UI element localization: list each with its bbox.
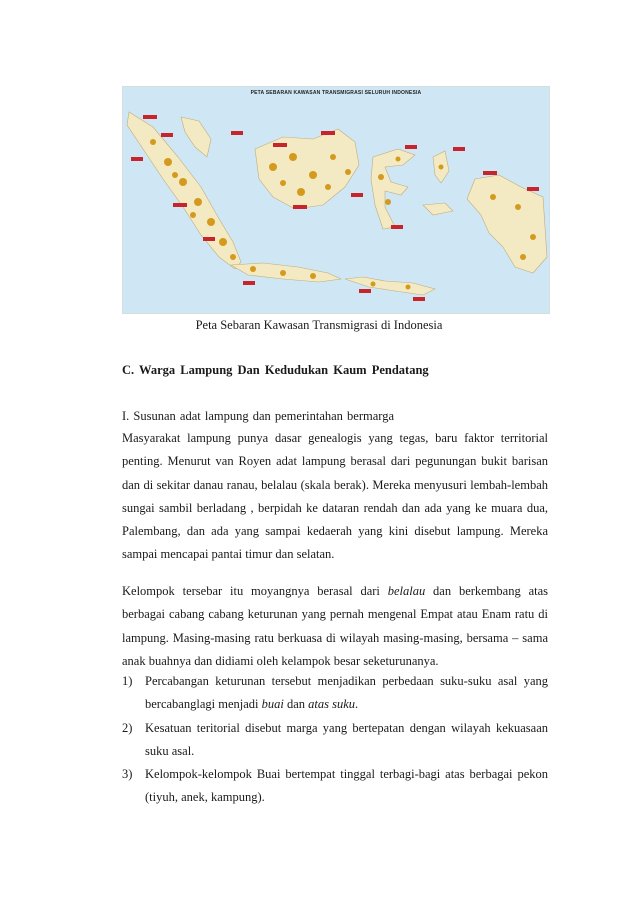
paragraph-1-text: Masyarakat lampung punya dasar genealogis yang tegas, baru faktor territorial penting. Menurut van Royen adat lampung berasal dari pegunungan bukit barisan dan di sekitar danau ranau, belalau (skala berak). Mereka menyusuri lembah-lembah sungai sambil berladang , berpidah ke dataran rendah dan ada yang ke muara dua, Palembang, dan ada yang sampai kedaerah yang kini disebut lampung. Mereka sampai mencapai pantai timur dan selatan. xyxy=(122,431,548,562)
list-item-text: dan xyxy=(283,697,309,712)
subsection-heading: I. Susunan adat lampung dan pemerintahan bermarga xyxy=(122,409,395,423)
paragraph-2-part2: dan berkembang atas berbagai cabang cabang keturunan yang pernah mengenal Empat atau Enam ratu di lampung. Masing-masing ratu berkuasa di wilayah masing-masing, bersama – sama anak buahnya dan didiami oleh kelampok besar seketurunanya. xyxy=(122,584,549,668)
list-item-text: . xyxy=(355,697,359,712)
island-malaysia xyxy=(181,117,211,157)
list-number: 1) xyxy=(122,674,133,688)
list-item-text: Percabangan keturunan tersebut menjadikan perbedaan suku-suku asal yang bercabanglagi menjadi xyxy=(145,674,548,712)
list-number: 2) xyxy=(122,720,133,735)
paragraph-2-italic: belalau xyxy=(387,584,426,598)
list-item xyxy=(122,717,548,764)
map-caption: Peta Sebaran Kawasan Transmigrasi di Indonesia xyxy=(195,318,443,332)
list-item-text: Kelompok-kelompok Buai bertempat tinggal terbagi-bagi atas berbagai pekon (tiyuh, anek, kampung). xyxy=(145,767,548,805)
island-maluku xyxy=(423,151,453,215)
numbered-list xyxy=(122,670,548,810)
paragraph-1 xyxy=(122,427,548,567)
section-heading: C. Warga Lampung Dan Kedudukan Kaum Pendatang xyxy=(122,363,429,377)
paragraph-2-part1: Kelompok tersebar itu moyangnya berasal dari xyxy=(122,584,388,598)
list-item xyxy=(122,670,548,717)
island-java xyxy=(231,263,341,282)
list-number: 3) xyxy=(122,767,133,782)
list-item-text: Kesatuan teritorial disebut marga yang bertepatan dengan wilayah kekuasaan suku asal. xyxy=(145,720,548,758)
list-item xyxy=(122,763,548,810)
island-sulawesi xyxy=(371,149,415,229)
indonesia-map-graphic xyxy=(123,87,549,313)
transmigration-map xyxy=(122,86,550,314)
list-item-italic: buai xyxy=(261,697,284,712)
map-title: PETA SEBARAN KAWASAN TRANSMIGRASI SELURUH INDONESIA xyxy=(250,90,422,96)
paragraph-2 xyxy=(122,580,548,673)
list-item-italic: atas suku xyxy=(308,697,356,712)
island-nusa-tenggara xyxy=(345,277,435,295)
paragraph-2-text xyxy=(122,580,548,673)
